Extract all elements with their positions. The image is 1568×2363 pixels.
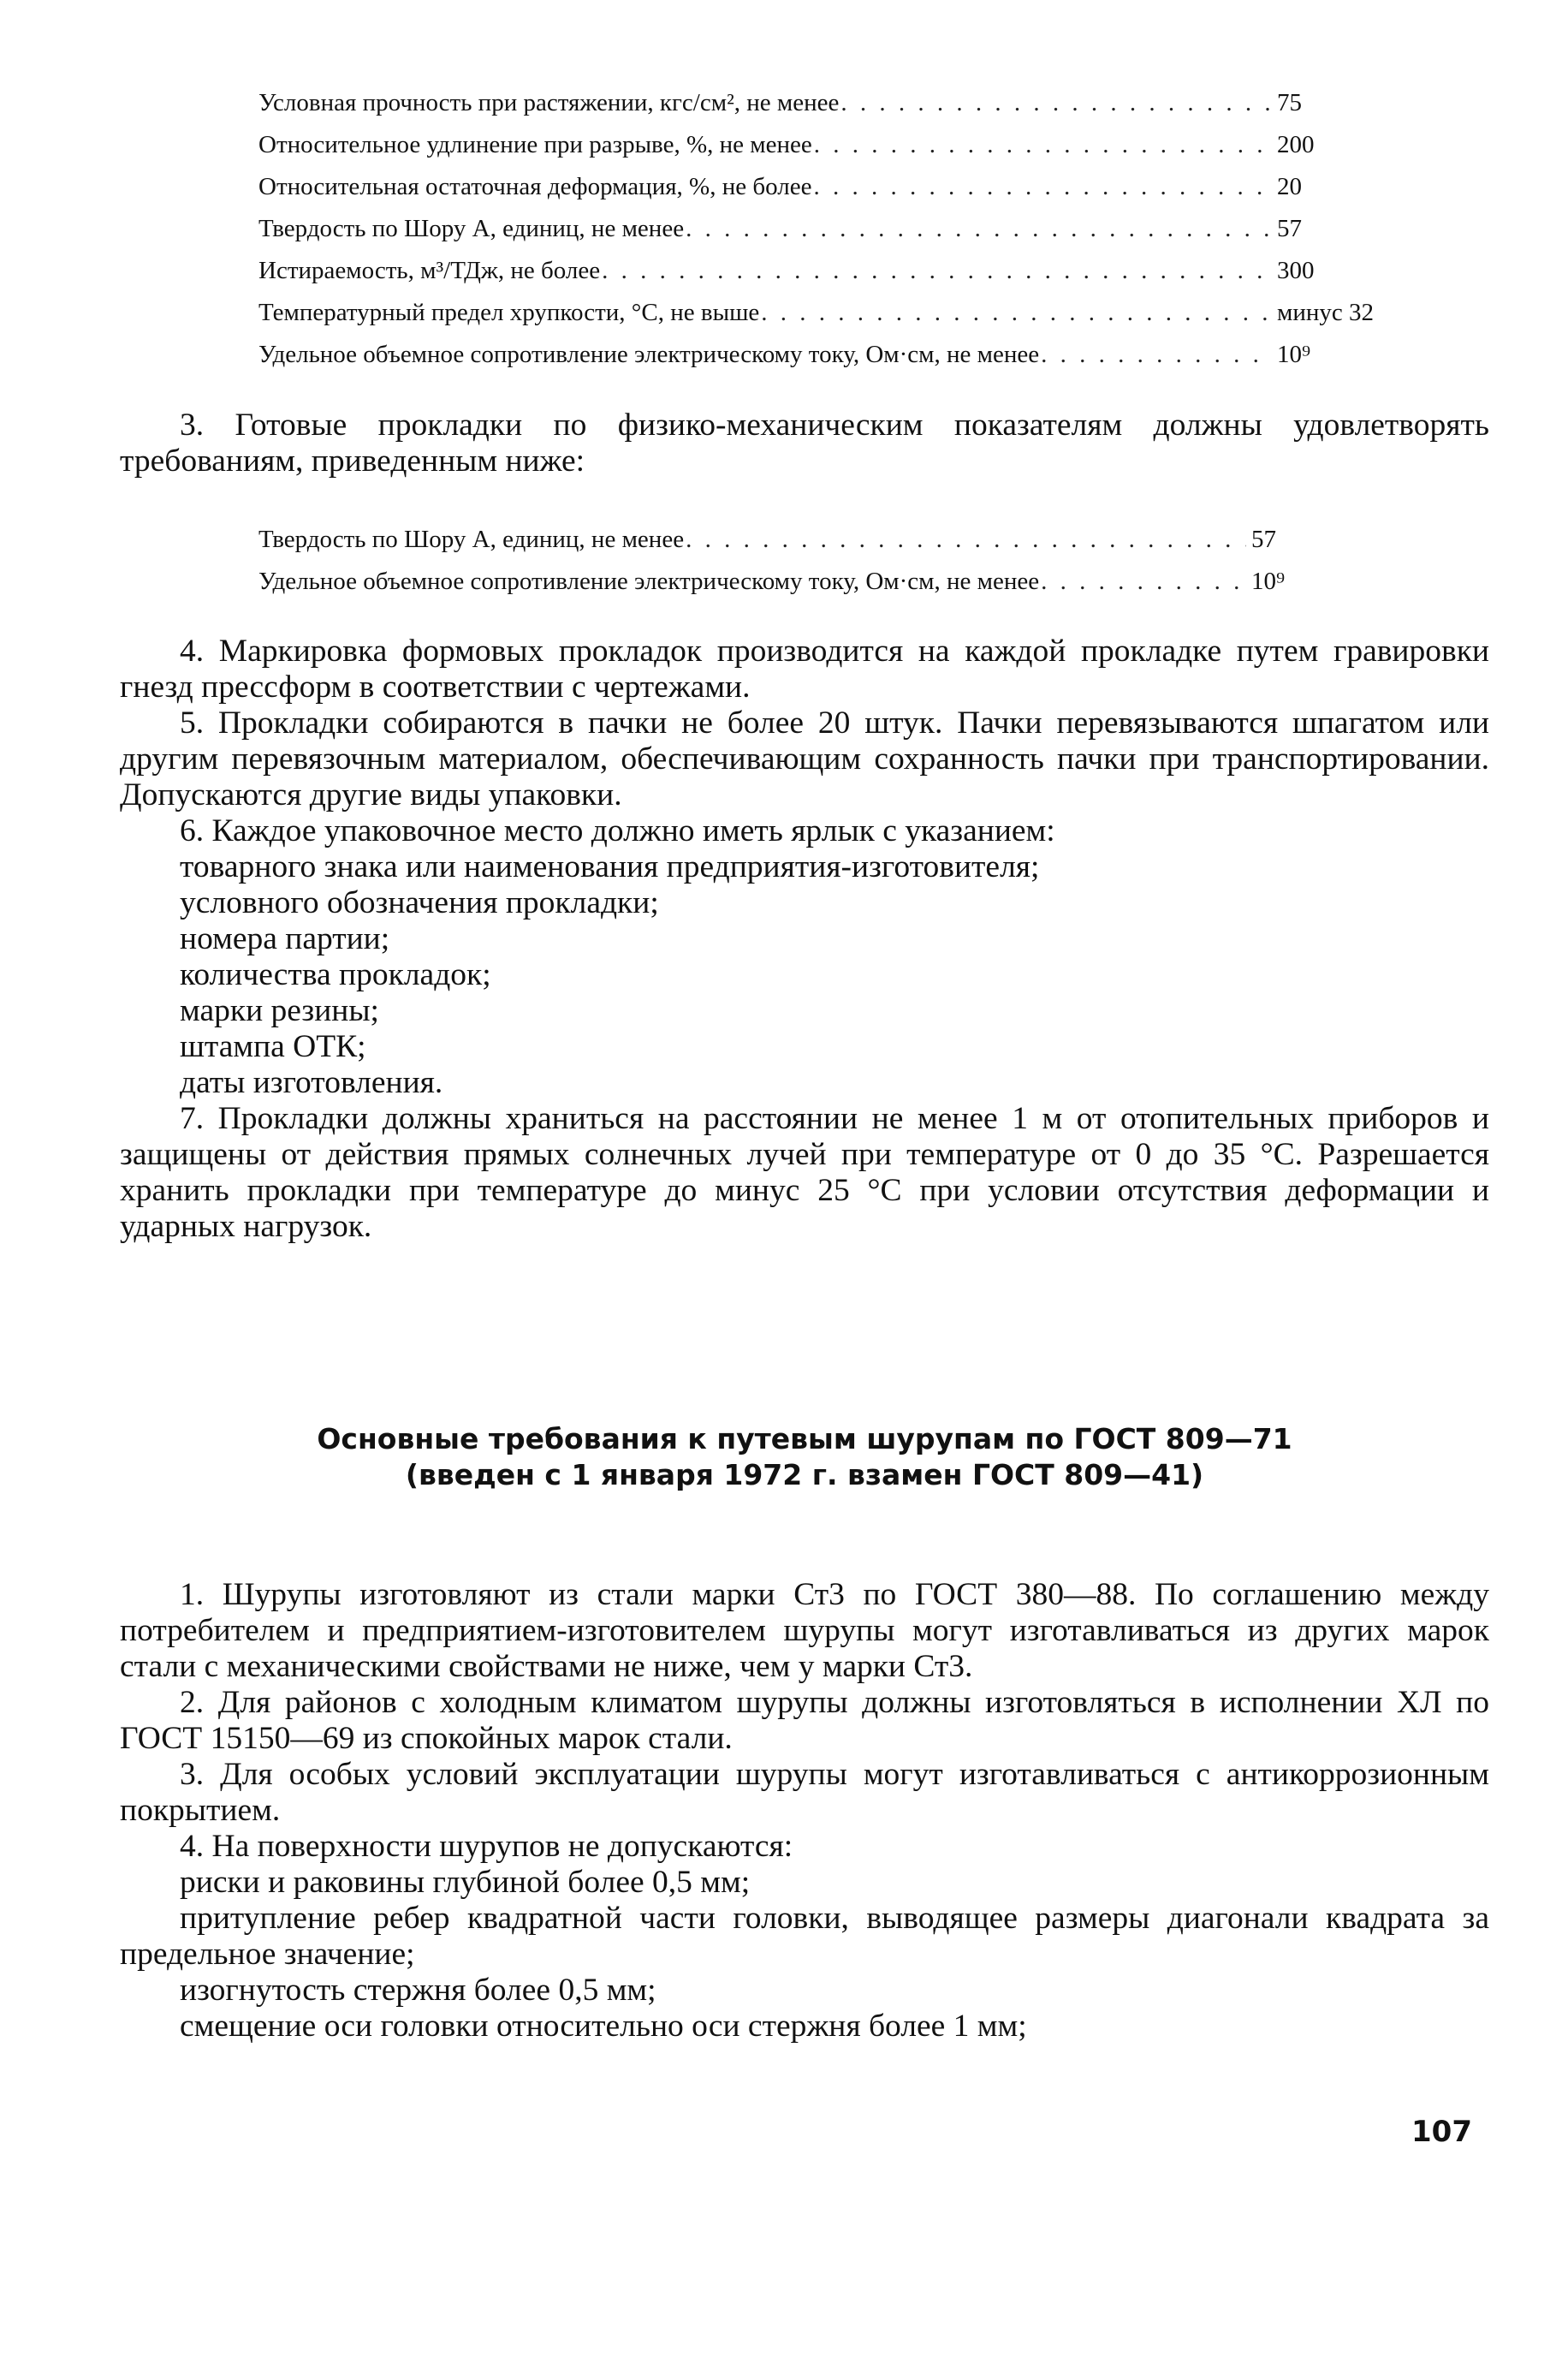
paragraph-item-5: 5. Прокладки собираются в пачки не более 20 штук. Пачки перевязываются шпагатом или другим перевязочным материалом, обеспечивающим сохранность пачки при транспортировании. Допускаются другие виды упаковки. bbox=[120, 705, 1489, 812]
paragraph-screw-2: 2. Для районов с холодным климатом шурупы должны изготовляться в исполнении ХЛ по ГОСТ 15150—69 из спокойных марок стали. bbox=[120, 1685, 1489, 1756]
property-value: 10⁹ bbox=[1251, 568, 1286, 595]
page-number: 107 bbox=[1411, 2115, 1472, 2149]
dot-leader bbox=[813, 166, 1272, 208]
property-value: 57 bbox=[1251, 526, 1276, 553]
table-row bbox=[258, 208, 1405, 250]
list-item: марки резины; bbox=[180, 993, 379, 1028]
property-name: Удельное объемное сопротивление электрическому току, Ом·см, не менее bbox=[258, 341, 1040, 368]
property-value: 20 bbox=[1277, 173, 1302, 200]
property-value: 200 bbox=[1277, 131, 1315, 158]
paragraph-screw-3: 3. Для особых условий эксплуатации шурупы могут изготавливаться с антикоррозионным покрытием. bbox=[120, 1757, 1489, 1828]
list-item: условного обозначения прокладки; bbox=[180, 885, 659, 920]
paragraph-item-3: 3. Готовые прокладки по физико-механическим показателям должны удовлетворять требованиям, приведенным ниже: bbox=[120, 408, 1489, 479]
property-value: 75 bbox=[1277, 89, 1302, 116]
rubber-properties-table bbox=[258, 82, 1405, 376]
dot-leader bbox=[840, 82, 1272, 124]
paragraph-block bbox=[120, 1577, 1489, 2045]
section-heading bbox=[120, 1421, 1489, 1493]
dot-leader bbox=[602, 250, 1272, 292]
list-item: смещение оси головки относительно оси стержня более 1 мм; bbox=[180, 2009, 1027, 2044]
list-item: товарного знака или наименования предприятия-изготовителя; bbox=[180, 849, 1040, 884]
table-row bbox=[258, 519, 1328, 561]
property-value: 10⁹ bbox=[1277, 341, 1311, 368]
paragraph-screw-1: 1. Шурупы изготовляют из стали марки Ст3 по ГОСТ 380—88. По соглашению между потребителем и предприятием-изготовителем шурупы могут изготавливаться из других марок стали с механическими свойствами не ниже, чем у марки Ст3. bbox=[120, 1577, 1489, 1684]
paragraph-item-6: 6. Каждое упаковочное место должно иметь ярлык с указанием: bbox=[180, 813, 1055, 848]
dot-leader bbox=[814, 124, 1272, 166]
paragraph-item-4: 4. Маркировка формовых прокладок производится на каждой прокладке путем гравировки гнезд прессформ в соответствии с чертежами. bbox=[120, 634, 1489, 705]
property-name: Удельное объемное сопротивление электрическому току, Ом·см, не менее bbox=[258, 568, 1040, 595]
list-item: штампа ОТК; bbox=[180, 1029, 366, 1064]
property-value: минус 32 bbox=[1277, 299, 1375, 326]
table-row bbox=[258, 82, 1405, 124]
paragraph-item-7: 7. Прокладки должны храниться на расстоянии не менее 1 м от отопительных приборов и защищены от действия прямых солнечных лучей при температуре от 0 до 35 °С. Разрешается хранить прокладки при температуре до минус 25 °С при условии отсутствия деформации и ударных нагрузок. bbox=[120, 1101, 1489, 1244]
list-item: риски и раковины глубиной более 0,5 мм; bbox=[180, 1865, 751, 1900]
heading-line: (введен с 1 января 1972 г. взамен ГОСТ 809—41) bbox=[405, 1458, 1204, 1491]
paragraph-block bbox=[120, 634, 1489, 1245]
property-name: Условная прочность при растяжении, кгс/см², не менее bbox=[258, 89, 840, 116]
list-item: номера партии; bbox=[180, 921, 390, 956]
list-item: изогнутость стержня более 0,5 мм; bbox=[180, 1973, 656, 2008]
table-row bbox=[258, 250, 1405, 292]
dot-leader bbox=[761, 292, 1272, 334]
table-row bbox=[258, 561, 1328, 603]
heading-line: Основные требования к путевым шурупам по ГОСТ 809—71 bbox=[317, 1422, 1292, 1455]
property-name: Температурный предел хрупкости, °С, не выше bbox=[258, 299, 760, 326]
property-value: 300 bbox=[1277, 257, 1315, 284]
dot-leader bbox=[1041, 334, 1272, 376]
table-row bbox=[258, 292, 1405, 334]
table-row bbox=[258, 334, 1405, 376]
paragraph-screw-4: 4. На поверхности шурупов не допускаются: bbox=[180, 1829, 793, 1864]
property-name: Относительная остаточная деформация, %, не более bbox=[258, 173, 812, 200]
dot-leader bbox=[686, 519, 1246, 561]
dot-leader bbox=[1041, 561, 1246, 603]
property-name: Истираемость, м³/ТДж, не более bbox=[258, 257, 601, 284]
list-item: притупление ребер квадратной части головки, выводящее размеры диагонали квадрата за предельное значение; bbox=[120, 1901, 1489, 1972]
property-value: 57 bbox=[1277, 215, 1302, 242]
property-name: Относительное удлинение при разрыве, %, не менее bbox=[258, 131, 812, 158]
table-row bbox=[258, 124, 1405, 166]
property-name: Твердость по Шору А, единиц, не менее bbox=[258, 215, 685, 242]
paragraph-block bbox=[120, 408, 1489, 479]
property-name: Твердость по Шору А, единиц, не менее bbox=[258, 526, 685, 553]
list-item: даты изготовления. bbox=[180, 1065, 443, 1100]
dot-leader bbox=[686, 208, 1272, 250]
gasket-properties-table bbox=[258, 519, 1328, 603]
table-row bbox=[258, 166, 1405, 208]
list-item: количества прокладок; bbox=[180, 957, 491, 992]
